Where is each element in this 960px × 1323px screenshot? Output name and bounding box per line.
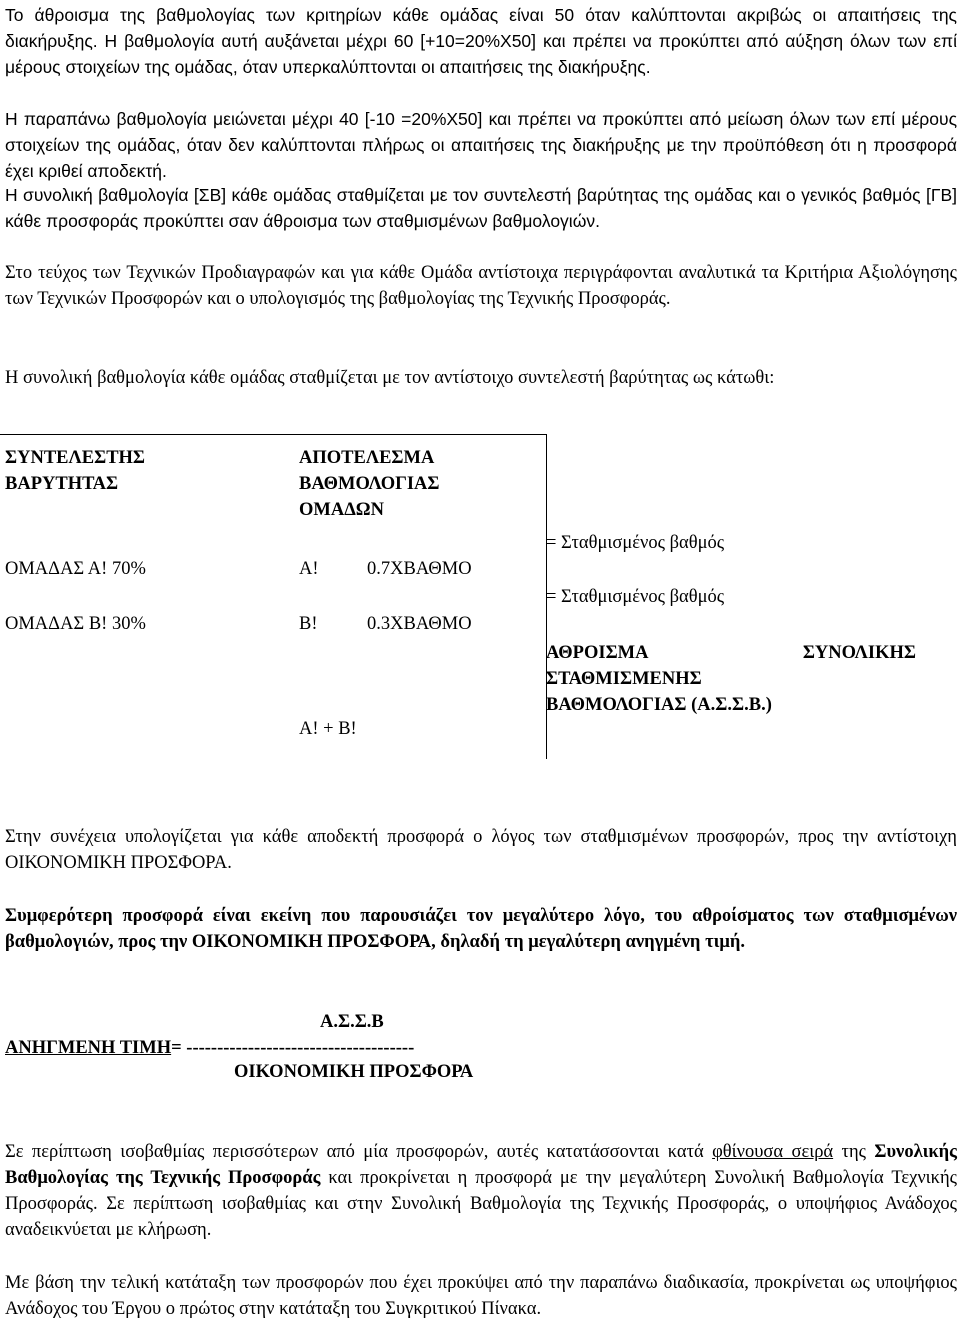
formula-label: ΑΝΗΓΜΕΝΗ ΤΙΜΗ — [5, 1038, 172, 1058]
table-sum-label: ΑΘΡΟΙΣΜΑ ΣΥΝΟΛΙΚΗΣ ΣΤΑΘΜΙΣΜΕΝΗΣ ΒΑΘΜΟΛΟΓΙΑΣ (Α.Σ.Σ.Β.) — [546, 643, 916, 715]
weighting-paragraph: Η συνολική βαθμολογία κάθε ομάδας σταθμίζεται με τον αντίστοιχο συντελεστή βαρύτητας ως κάτωθι: — [5, 368, 775, 388]
table-sum-formula: Α! + Β! — [299, 719, 357, 739]
table-rowB-weight: ΟΜΑΔΑΣ Β! 30% — [5, 614, 146, 634]
formula-denominator: ΟΙΚΟΝΟΜΙΚΗ ΠΡΟΣΦΟΡΑ — [234, 1062, 474, 1082]
formula-line — [5, 1038, 414, 1059]
table-top-border — [0, 434, 547, 435]
tiebreak-paragraph: Σε περίπτωση ισοβαθμίας περισσότερων από μία προσφορών, αυτές κατατάσσονται κατά φθίνουσα σειρά της Συνολικής Βαθμολογίας της Τεχνικής Προσφοράς και προκρίνεται η προσφορά με την μεγαλύτερη Συνολική Βαθμολογία Τεχνικής Προσφοράς. Σε περίπτωση ισοβαθμίας και στην Συνολική Βαθμολογία της Τεχνικής Προσφοράς, ο υποψήφιος Ανάδοχος αναδεικνύεται με κλήρωση. — [5, 1142, 957, 1240]
intro-paragraph-1: Το άθροισμα της βαθμολογίας των κριτηρίων κάθε ομάδας είναι 50 όταν καλύπτονται ακριβώς οι απαιτήσεις της διακήρυξης. Η βαθμολογία αυτή αυξάνεται μέχρι 60 [+10=20%Χ50] και πρέπει να προκύπτει από αύξηση όλων των επί μέρους στοιχείων της ομάδας, όταν υπερκαλύπτονται οι απαιτήσεις της διακήρυξης. — [5, 5, 957, 77]
table-rowA-formula: 0.7ΧΒΑΘΜΟ — [367, 559, 472, 579]
intro-paragraph-2: Η παραπάνω βαθμολογία μειώνεται μέχρι 40 [-10 =20%Χ50] και πρέπει να προκύπτει από μείωση όλων των επί μέρους στοιχείων της ομάδας, όταν δεν καλύπτονται πλήρως οι απαιτήσεις της διακήρυξης με την προϋπόθεση ότι η προσφορά έχει κριθεί αποδεκτή. — [5, 109, 957, 181]
best-offer-paragraph: Συμφερότερη προσφορά είναι εκείνη που παρουσιάζει τον μεγαλύτερο λόγο, του αθροίσματος των σταθμισμένων βαθμολογιών, προς την ΟΙΚΟΝΟΜΙΚΗ ΠΡΟΣΦΟΡΑ, δηλαδή τη μεγαλύτερη ανηγμένη τιμή. — [5, 906, 957, 952]
table-rowA-weighted: = Σταθμισμένος βαθμός — [546, 533, 725, 553]
ratio-paragraph: Στην συνέχεια υπολογίζεται για κάθε αποδεκτή προσφορά ο λόγος των σταθμισμένων προσφορών, προς την αντίστοιχη ΟΙΚΟΝΟΜΙΚΗ ΠΡΟΣΦΟΡΑ. — [5, 827, 957, 873]
final-ranking-paragraph: Με βάση την τελική κατάταξη των προσφορών που έχει προκύψει από την παραπάνω διαδικασία, προκρίνεται ως υποψήφιος Ανάδοχος του Έργου ο πρώτος στην κατάταξη του Συγκριτικού Πίνακα. — [5, 1273, 957, 1319]
table-rowB-group: Β! — [299, 614, 318, 634]
table-header-result: ΑΠΟΤΕΛΕΣΜΑ ΒΑΘΜΟΛΟΓΙΑΣ ΟΜΑΔΩΝ — [299, 448, 440, 520]
specs-paragraph: Στο τεύχος των Τεχνικών Προδιαγραφών και για κάθε Ομάδα αντίστοιχα περιγράφονται αναλυτικά τα Κριτήρια Αξιολόγησης των Τεχνικών Προσφορών και ο υπολογισμός της βαθμολογίας της Τεχνικής Προσφοράς. — [5, 263, 957, 309]
formula-divider: = ------------------------------------- — [171, 1038, 415, 1058]
table-rowB-formula: 0.3ΧΒΑΘΜΟ — [367, 614, 472, 634]
intro-paragraph-3: Η συνολική βαθμολογία [ΣΒ] κάθε ομάδας σταθμίζεται με τον συντελεστή βαρύτητας της ομάδας και ο γενικός βαθμός [ΓΒ] κάθε προσφοράς προκύπτει σαν άθροισμα των σταθμισμένων βαθμολογιών. — [5, 185, 957, 231]
formula-numerator: Α.Σ.Σ.Β — [320, 1012, 384, 1032]
table-header-weight: ΣΥΝΤΕΛΕΣΤΗΣ ΒΑΡΥΤΗΤΑΣ — [5, 448, 146, 494]
table-rowA-weight: ΟΜΑΔΑΣ Α! 70% — [5, 559, 146, 579]
table-rowB-weighted: = Σταθμισμένος βαθμός — [546, 587, 725, 607]
table-rowA-group: Α! — [299, 559, 319, 579]
